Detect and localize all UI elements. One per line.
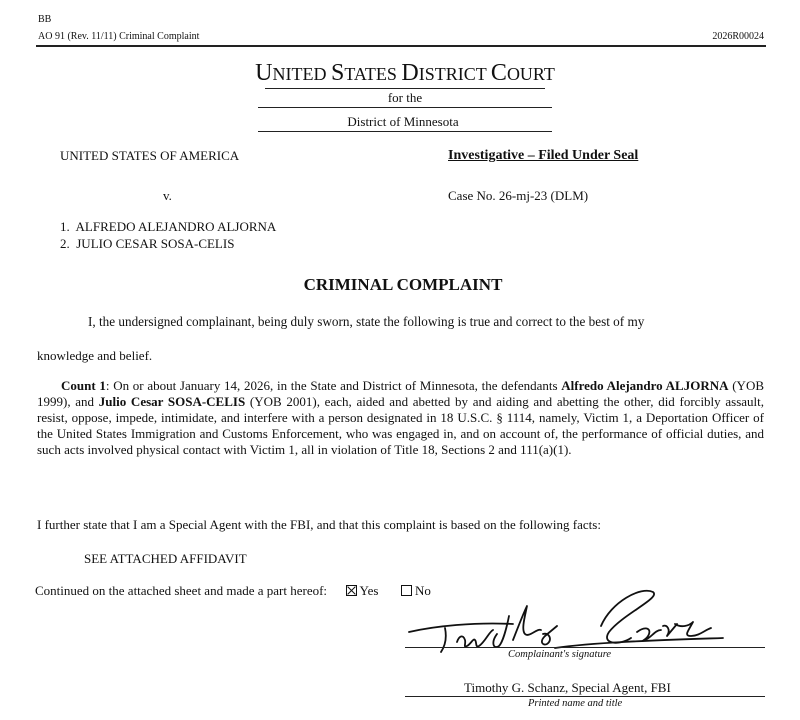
yes-label: Yes <box>359 583 379 598</box>
for-the: for the <box>387 90 423 105</box>
plaintiff: UNITED STATES OF AMERICA <box>60 148 240 163</box>
district-rule-top <box>258 107 552 108</box>
see-attached: SEE ATTACHED AFFIDAVIT <box>84 551 247 566</box>
printed-caption: Printed name and title <box>528 698 623 709</box>
printed-name-line <box>405 696 765 697</box>
defendant-1-name: Alfredo Alejandro ALJORNA <box>561 378 729 393</box>
versus: v. <box>163 188 172 203</box>
defendant-2-name: Julio Cesar SOSA-CELIS <box>98 394 246 409</box>
district-rule-bottom <box>258 131 552 132</box>
count-1-paragraph: Count 1: On or about January 14, 2026, in the State and District of Minnesota, the defendants Alfredo Alejandro ALJORNA (YOB 1999), and Julio Cesar SOSA-CELIS (YOB 2001), each, aided and abetted by and aiding and abetting the other, did forcibly assault, resist, oppose, impede, intimidate, and interfere with a person designated in 18 U.S.C. § 1114, namely, Victim 1, a Deportation Officer of the United States Immigration and Customs Enforcement, who was engaged in, and on account of, the performance of official duties, and such acts involved physical contact with Victim 1, all in violation of Title 18, Sections 2 and 111(a)(1). <box>37 378 765 457</box>
case-number: 26-mj-23 (DLM) <box>498 188 589 203</box>
doc-number: 2026R00024 <box>712 31 764 42</box>
defendant-1: 1. ALFREDO ALEJANDRO ALJORNA <box>60 219 277 234</box>
court-title: UNITED STATES DISTRICT COURT <box>255 60 555 86</box>
initials: BB <box>38 14 52 25</box>
no-label: No <box>414 583 431 598</box>
oath-line-1: I, the undersigned complainant, being duly sworn, state the following is true and correct to the best of my <box>88 314 645 329</box>
printed-name: Timothy G. Schanz, Special Agent, FBI <box>464 680 671 695</box>
signature-line <box>405 647 765 648</box>
form-id: AO 91 (Rev. 11/11) Criminal Complaint <box>38 31 200 42</box>
signature-caption: Complainant's signature <box>508 649 612 660</box>
yes-checkbox[interactable] <box>346 585 357 596</box>
defendant-2: 2. JULIO CESAR SOSA-CELIS <box>60 236 235 251</box>
oath-line-2: knowledge and belief. <box>37 348 153 363</box>
seal-notice: Investigative – Filed Under Seal <box>448 148 639 163</box>
case-number-label: Case No. 26-mj-23 (DLM) <box>448 188 589 203</box>
title-underline <box>265 88 545 89</box>
continued-line <box>35 583 431 599</box>
complaint-heading: CRIMINAL COMPLAINT <box>303 275 503 294</box>
further-statement: I further state that I am a Special Agent with the FBI, and that this complaint is based on the following facts: <box>37 517 601 532</box>
continued-label: Continued on the attached sheet and made a part hereof: <box>35 583 328 598</box>
count-label: Count 1 <box>61 378 106 393</box>
district-name: District of Minnesota <box>347 114 459 129</box>
header-rule <box>36 45 766 47</box>
